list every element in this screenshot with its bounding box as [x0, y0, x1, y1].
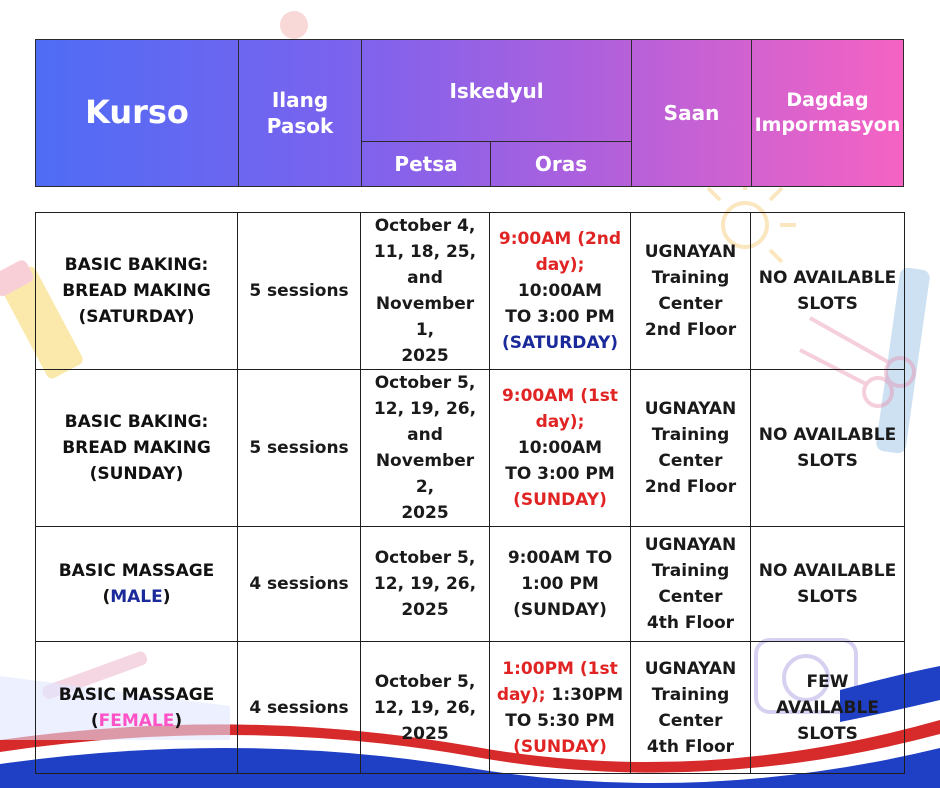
- course-day: (SUNDAY): [89, 464, 184, 484]
- table-row: [36, 527, 905, 642]
- header-divider: [631, 40, 632, 186]
- course-cell: BASIC MASSAGE (MALE): [36, 527, 238, 642]
- info-cell: NO AVAILABLE SLOTS: [751, 213, 905, 370]
- place-cell: UGNAYAN Training Center 2nd Floor: [631, 213, 751, 370]
- course-name: BASIC BAKING:: [64, 412, 209, 432]
- schedule-header: [35, 39, 904, 187]
- course-name: BASIC MASSAGE: [58, 561, 215, 581]
- place-cell: UGNAYAN Training Center 4th Floor: [631, 642, 751, 774]
- header-kurso: Kurso: [85, 93, 189, 132]
- header-divider: [361, 141, 631, 142]
- course-name: BASIC BAKING:: [64, 255, 209, 275]
- place-cell: UGNAYAN Training Center 4th Floor: [631, 527, 751, 642]
- header-divider: [490, 142, 491, 186]
- header-divider: [238, 40, 239, 186]
- date-cell: October 5, 12, 19, 26, and November 2, 2025: [361, 370, 490, 527]
- header-saan: Saan: [663, 101, 720, 125]
- header-divider: [361, 40, 362, 186]
- table-row: [36, 642, 905, 774]
- course-name: BASIC MASSAGE: [58, 684, 215, 705]
- header-petsa: Petsa: [394, 152, 458, 176]
- header-iskedyul: Iskedyul: [449, 78, 544, 103]
- time-cell: 1:00PM (1st day); 1:30PM TO 5:30 PM (SUNDAY): [490, 642, 631, 774]
- course-gender: MALE: [110, 587, 163, 607]
- time-cell: 9:00AM (2nd day); 10:00AM TO 3:00 PM (SATURDAY): [490, 213, 631, 370]
- sessions-cell: 5 sessions: [238, 370, 361, 527]
- date-cell: October 4, 11, 18, 25, and November 1, 2025: [361, 213, 490, 370]
- course-day: (SATURDAY): [78, 307, 195, 327]
- sessions-cell: 5 sessions: [238, 213, 361, 370]
- course-cell: BASIC MASSAGE (FEMALE): [36, 642, 238, 774]
- info-cell: NO AVAILABLE SLOTS: [751, 527, 905, 642]
- header-ilang-pasok: Ilang Pasok: [266, 88, 334, 138]
- table-row: [36, 213, 905, 370]
- time-cell: 9:00AM (1st day); 10:00AM TO 3:00 PM (SUNDAY): [490, 370, 631, 527]
- course-name: BREAD MAKING: [62, 281, 211, 301]
- header-oras: Oras: [534, 152, 588, 176]
- course-gender: FEMALE: [98, 710, 175, 731]
- header-divider: [751, 40, 752, 186]
- sessions-cell: 4 sessions: [238, 642, 361, 774]
- course-cell: [36, 370, 238, 527]
- header-dagdag-impormasyon: Dagdag Impormasyon: [754, 89, 901, 136]
- info-cell: FEW AVAILABLE SLOTS: [751, 642, 905, 774]
- date-cell: October 5, 12, 19, 26, 2025: [361, 642, 490, 774]
- schedule-table: [35, 212, 905, 774]
- info-cell: NO AVAILABLE SLOTS: [751, 370, 905, 527]
- sessions-cell: 4 sessions: [238, 527, 361, 642]
- time-cell: 9:00AM TO 1:00 PM (SUNDAY): [490, 527, 631, 642]
- course-name: BREAD MAKING: [62, 438, 211, 458]
- course-cell: [36, 213, 238, 370]
- date-cell: October 5, 12, 19, 26, 2025: [361, 527, 490, 642]
- place-cell: UGNAYAN Training Center 2nd Floor: [631, 370, 751, 527]
- table-row: [36, 370, 905, 527]
